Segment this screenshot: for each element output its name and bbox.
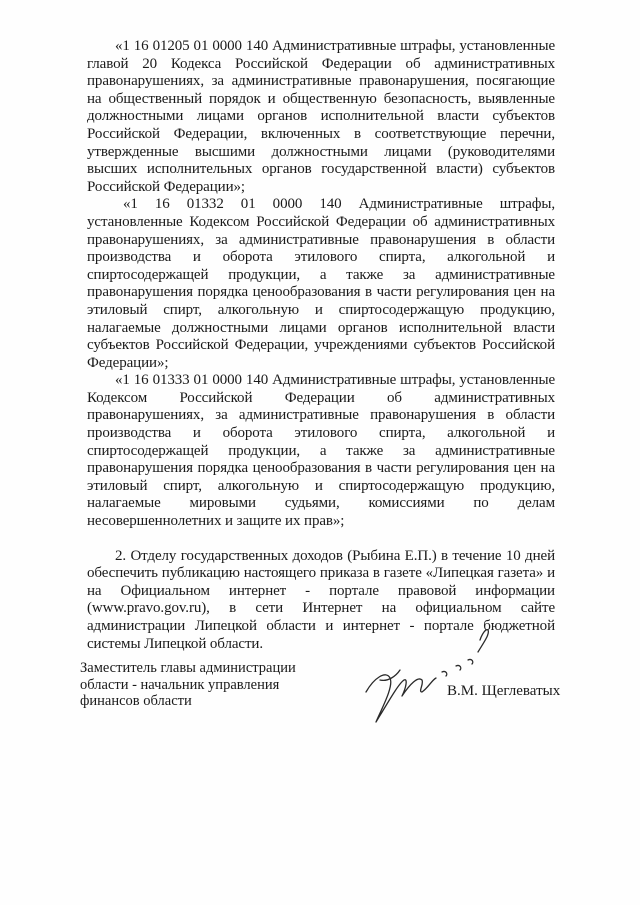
- paragraph-code-1160133201: «1 16 01332 01 0000 140 Административные штрафы, установленные Кодексом Российской Федерации об административных правонарушениях, за административные правонарушения в области производства и оборота этилового спирта, алкогольной и спиртосодержащей продукции, а также за административные правонарушения порядка ценообразования в части регулирования цен на этиловый спирт, алкогольную и спиртосодержащую продукцию, налагаемые должностными лицами органов исполнительной власти субъектов Российской Федерации, учреждениями субъектов Российской Федерации»;: [87, 196, 555, 371]
- paragraph-code-1160120501: «1 16 01205 01 0000 140 Административные штрафы, установленные главой 20 Кодекса Российской Федерации об административных правонарушениях, за административные правонарушения, посягающие на общественный порядок и общественную безопасность, выявленные должностными лицами органов исполнительной власти субъектов Российской Федерации, включенных в соответствующие перечни, утвержденные высшими должностными лицами (руководителями высших исполнительных органов государственной власти) субъектов Российской Федерации»;: [87, 38, 555, 195]
- paragraph-item-2: 2. Отделу государственных доходов (Рыбина Е.П.) в течение 10 дней обеспечить публикацию настоящего приказа в газете «Липецкая газета» и на Официальном интернет - портале правовой информации (www.pravo.gov.ru), в сети Интернет на официальном сайте администрации Липецкой области и интернет - портале бюджетной системы Липецкой области.: [87, 547, 555, 652]
- signer-name: В.М. Щеглеватых: [447, 683, 561, 699]
- signer-position-line: Заместитель главы администрации: [80, 660, 296, 676]
- paragraph-code-1160133301: «1 16 01333 01 0000 140 Административные штрафы, установленные Кодексом Российской Федерации об административных правонарушениях, за административные правонарушения в области производства и оборота этилового спирта, алкогольной и спиртосодержащей продукции, а также за административные правонарушения порядка ценообразования в части регулирования цен на этиловый спирт, алкогольную и спиртосодержащую продукцию, налагаемые мировыми судьями, комиссиями по делам несовершеннолетних и защите их прав»;: [87, 372, 555, 530]
- signer-position: [80, 660, 310, 710]
- signer-position-line: финансов области: [80, 693, 192, 709]
- paragraph-spacer: [87, 531, 555, 548]
- document-body: [87, 38, 555, 653]
- signer-position-line: области - начальник управления: [80, 676, 280, 693]
- handwritten-signature: [360, 622, 500, 732]
